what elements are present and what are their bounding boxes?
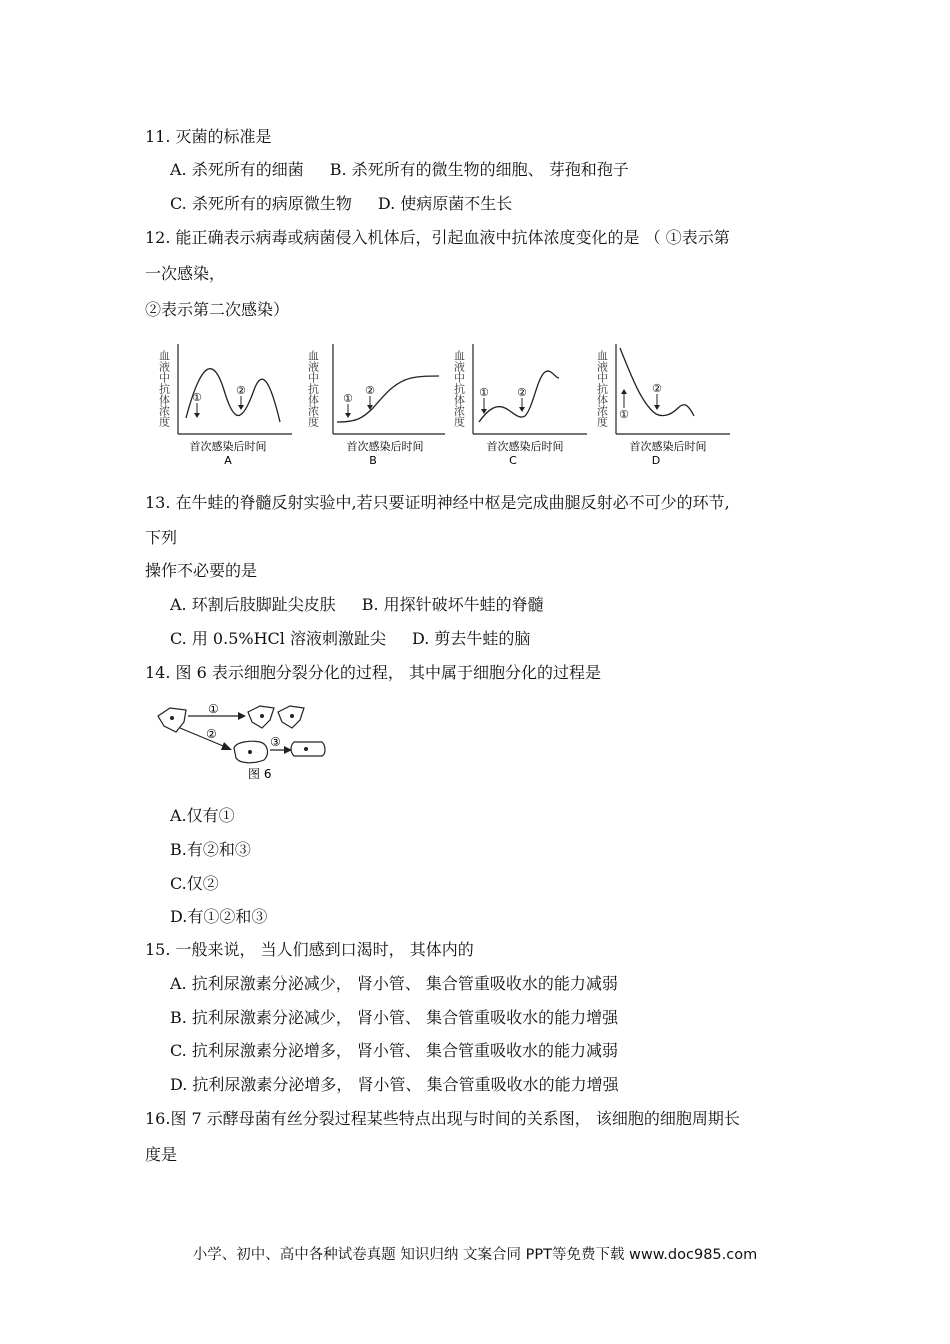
q11-stem: 11. 灭菌的标准是 xyxy=(145,127,272,146)
graph-b-ylabel: 血液中抗体浓度 xyxy=(307,350,320,427)
q13-options-row1 xyxy=(170,593,544,617)
graph-d-marker1: ① xyxy=(619,408,629,421)
q13-option-c: C. 用 0.5%HCl 溶液刺激趾尖 xyxy=(170,629,386,648)
q15-option-a: A. 抗利尿激素分泌减少， 肾小管、 集合管重吸收水的能力减弱 xyxy=(170,974,618,993)
graph-d-xlabel: 首次感染后时间 xyxy=(629,440,707,453)
graph-a-ylabel: 血液中抗体浓度 xyxy=(158,350,171,427)
q14-option-b: B.有②和③ xyxy=(170,840,251,859)
q12-stem-line2: 一次感染， xyxy=(145,264,226,283)
graph-a-arrowhead1-icon xyxy=(194,413,200,418)
graph-d-label: D xyxy=(651,454,661,467)
graph-b-label: B xyxy=(369,454,377,467)
q14-option-d: D.有①②和③ xyxy=(170,907,268,926)
graph-d-ylabel: 血液中抗体浓度 xyxy=(596,350,609,427)
arrow-step2-head-icon xyxy=(221,742,232,750)
q16-stem-line1: 16.图 7 示酵母菌有丝分裂过程某些特点出现与时间的关系图， 该细胞的细胞周期长 xyxy=(145,1109,740,1128)
graph-b-marker2: ② xyxy=(365,384,375,397)
q12-graph-d xyxy=(596,338,736,470)
graph-d-marker2: ② xyxy=(652,382,662,395)
q13-stem-line2: 下列 xyxy=(145,528,178,547)
q12-graph-a xyxy=(158,338,298,470)
q15-stem: 15. 一般来说， 当人们感到口渴时， 其体内的 xyxy=(145,940,474,959)
graph-a-marker2: ② xyxy=(236,384,246,397)
q13-stem-line3: 操作不必要的是 xyxy=(145,561,258,580)
graph-c-xlabel: 首次感染后时间 xyxy=(486,440,564,453)
graph-c-marker2: ② xyxy=(517,386,527,399)
page-footer: 小学、初中、高中各种试卷真题 知识归纳 文案合同 PPT等免费下载 www.doc985.com xyxy=(192,1247,758,1263)
graph-a-xlabel: 首次感染后时间 xyxy=(189,440,267,453)
cell-daughter-2-nucleus xyxy=(290,714,294,718)
q11-options-row2 xyxy=(170,192,512,216)
q13-stem-line1: 13. 在牛蛙的脊髓反射实验中,若只要证明神经中枢是完成曲腿反射必不可少的环节, xyxy=(145,493,730,512)
q14-option-a: A.仅有① xyxy=(170,806,235,825)
graph-a-marker1: ① xyxy=(192,391,202,404)
cell-original-nucleus xyxy=(170,716,174,720)
q15-option-c: C. 抗利尿激素分泌增多， 肾小管、 集合管重吸收水的能力减弱 xyxy=(170,1041,619,1060)
cell-rounded-nucleus xyxy=(248,750,252,754)
graph-c-ylabel: 血液中抗体浓度 xyxy=(453,350,466,427)
graph-d-arrowhead1-icon xyxy=(621,389,627,394)
q15-option-b: B. 抗利尿激素分泌减少， 肾小管、 集合管重吸收水的能力增强 xyxy=(170,1008,619,1027)
q13-options-row2 xyxy=(170,627,530,651)
q12-stem-line1: 12. 能正确表示病毒或病菌侵入机体后，引起血液中抗体浓度变化的是 （ ①表示第 xyxy=(145,228,730,247)
q11-option-c: C. 杀死所有的病原微生物 xyxy=(170,194,352,213)
q11-options-row1 xyxy=(170,158,629,182)
q12-stem-line3: ②表示第二次感染） xyxy=(145,300,290,319)
q16-stem-line2: 度是 xyxy=(145,1145,178,1164)
q14-stem: 14. 图 6 表示细胞分裂分化的过程， 其中属于细胞分化的过程是 xyxy=(145,663,601,682)
graph-c-marker1: ① xyxy=(479,386,489,399)
graph-b-arrowhead1-icon xyxy=(345,413,351,418)
q11-option-b: B. 杀死所有的微生物的细胞、 芽孢和孢子 xyxy=(329,160,629,179)
q13-option-a: A. 环割后肢脚趾尖皮肤 xyxy=(170,595,336,614)
q13-option-d: D. 剪去牛蛙的脑 xyxy=(411,629,531,648)
q12-graph-b xyxy=(307,338,447,470)
graph-b-marker1: ① xyxy=(343,392,353,405)
q14-option-c: C.仅② xyxy=(170,874,219,893)
arrow-step1-head-icon xyxy=(238,712,246,720)
cell-daughter-1-nucleus xyxy=(260,714,264,718)
q15-option-d: D. 抗利尿激素分泌增多， 肾小管、 集合管重吸收水的能力增强 xyxy=(170,1075,619,1094)
step1-label: ① xyxy=(208,702,219,716)
figure-6-caption: 图 6 xyxy=(248,767,272,781)
q11-option-d: D. 使病原菌不生长 xyxy=(377,194,513,213)
graph-c-arrowhead2-icon xyxy=(519,407,525,412)
q11-option-a: A. 杀死所有的细菌 xyxy=(170,160,304,179)
graph-b-xlabel: 首次感染后时间 xyxy=(346,440,424,453)
arrow-step2 xyxy=(180,728,228,748)
graph-c-label: C xyxy=(509,454,517,467)
q14-figure-6 xyxy=(150,698,335,783)
cell-elongated-nucleus xyxy=(304,747,308,751)
graph-d-arrowhead2-icon xyxy=(654,405,660,410)
graph-a-arrowhead2-icon xyxy=(238,405,244,410)
q12-graph-c xyxy=(453,338,593,470)
q13-option-b: B. 用探针破坏牛蛙的脊髓 xyxy=(361,595,544,614)
graph-a-label: A xyxy=(224,454,232,467)
step2-label: ② xyxy=(206,727,217,741)
step3-label: ③ xyxy=(270,735,281,749)
